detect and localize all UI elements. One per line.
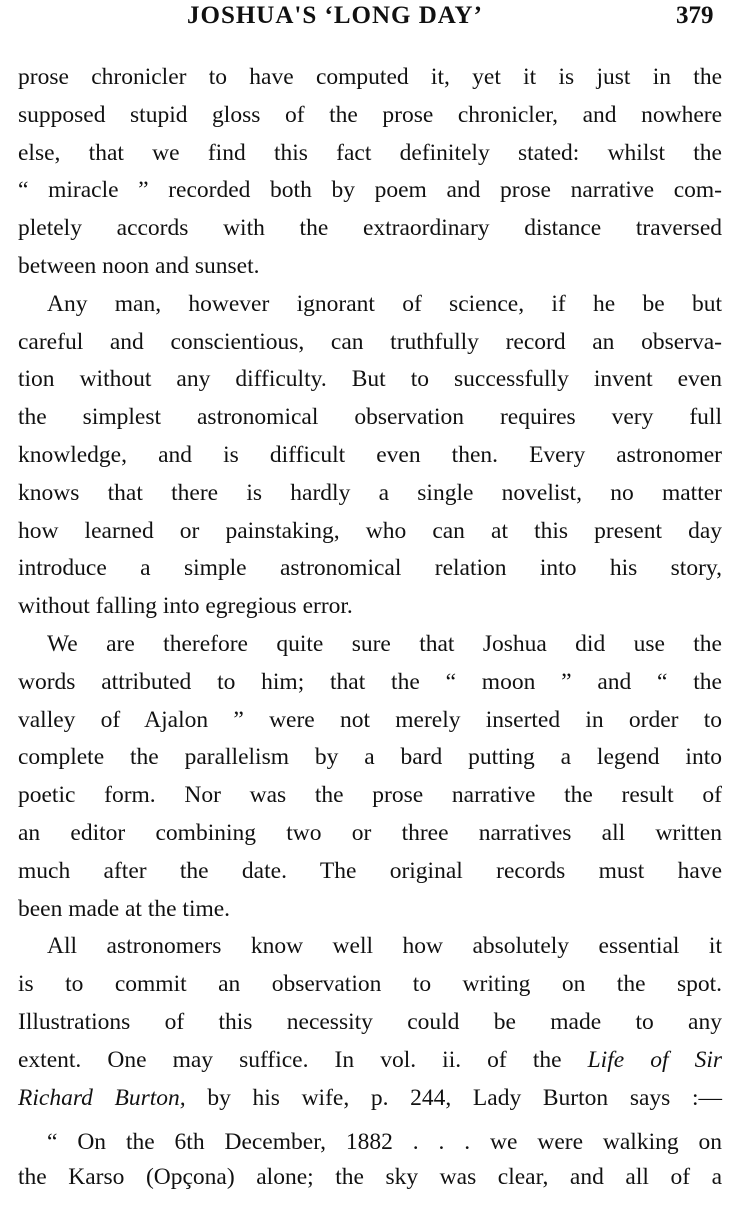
text-line xyxy=(18,135,722,173)
text-segment: “ On the 6th December, 1882 . . . we were walking on xyxy=(47,1129,722,1155)
text-segment: We are therefore quite sure that Joshua did use the xyxy=(47,630,722,657)
text-line xyxy=(18,966,722,1004)
text-segment: between noon and sunset. xyxy=(18,252,260,279)
text-line xyxy=(18,210,722,248)
text-segment: how learned or painstaking, who can at this present day xyxy=(18,517,722,544)
text-segment: “ miracle ” recorded both by poem and prose narrative com- xyxy=(18,177,722,204)
text-segment: the simplest astronomical observation requires very full xyxy=(18,404,722,431)
paragraph xyxy=(18,626,722,928)
text-line xyxy=(18,1160,722,1195)
text-segment: supposed stupid gloss of the prose chronicler, and nowhere xyxy=(18,101,722,128)
text-segment: by his wife, p. 244, Lady Burton says :— xyxy=(185,1084,722,1111)
italic-title-text: Richard Burton, xyxy=(18,1084,186,1111)
text-line xyxy=(18,815,722,853)
text-line xyxy=(18,550,722,588)
text-line xyxy=(18,97,722,135)
italic-title-text: Life of Sir xyxy=(587,1046,722,1073)
text-line xyxy=(18,437,722,475)
text-line xyxy=(18,588,722,626)
running-header xyxy=(0,2,752,38)
text-segment: tion without any difficulty. But to successfully invent even xyxy=(18,366,722,393)
text-segment: the Karso (Opçona) alone; the sky was clear, and all of a xyxy=(18,1164,722,1190)
text-segment: introduce a simple astronomical relation into his story, xyxy=(18,555,722,582)
text-segment: words attributed to him; that the “ moon ” and “ the xyxy=(18,668,722,695)
paragraph xyxy=(18,1125,722,1195)
text-segment: is to commit an observation to writing on the spot. xyxy=(18,971,722,998)
text-segment: All astronomers know well how absolutely essential it xyxy=(47,933,722,960)
text-line xyxy=(18,853,722,891)
text-line xyxy=(18,361,722,399)
text-segment: prose chronicler to have computed it, yet it is just in the xyxy=(18,64,722,90)
running-title: JOSHUA'S ‘LONG DAY’ xyxy=(187,2,483,29)
paragraph xyxy=(18,286,722,626)
text-segment: without falling into egregious error. xyxy=(18,593,353,620)
text-line xyxy=(18,702,722,740)
text-line xyxy=(18,1004,722,1042)
text-segment: an editor combining two or three narratives all written xyxy=(18,819,722,846)
text-line xyxy=(18,475,722,513)
text-segment: poetic form. Nor was the prose narrative the result of xyxy=(18,782,722,809)
text-line xyxy=(18,891,722,929)
text-line xyxy=(18,324,722,362)
text-segment: been made at the time. xyxy=(18,895,231,922)
text-line xyxy=(18,399,722,437)
text-segment: Illustrations of this necessity could be made to any xyxy=(18,1008,722,1035)
text-segment: else, that we find this fact definitely stated: whilst the xyxy=(18,139,722,166)
text-line xyxy=(18,513,722,551)
paragraph xyxy=(18,59,722,286)
text-line xyxy=(18,739,722,777)
text-line xyxy=(18,928,722,966)
paragraph xyxy=(18,928,722,1117)
text-line xyxy=(18,59,722,97)
text-line xyxy=(18,626,722,664)
text-segment: knowledge, and is difficult even then. Every astronomer xyxy=(18,441,722,468)
text-segment: extent. One may suffice. In vol. ii. of the xyxy=(18,1046,588,1073)
text-line xyxy=(18,664,722,702)
block-quote xyxy=(18,1125,722,1195)
text-line xyxy=(18,286,722,324)
text-line xyxy=(18,248,722,286)
page-number: 379 xyxy=(676,2,714,29)
text-segment: careful and conscientious, can truthfully record an observa- xyxy=(18,328,722,355)
text-line xyxy=(18,1080,722,1118)
text-segment: complete the parallelism by a bard putting a legend into xyxy=(18,744,722,771)
text-line xyxy=(18,1125,722,1160)
text-segment: much after the date. The original records must have xyxy=(18,857,722,884)
text-line xyxy=(18,172,722,210)
body-text xyxy=(18,59,722,1117)
text-segment: Any man, however ignorant of science, if he be but xyxy=(47,290,722,317)
text-line xyxy=(18,777,722,815)
text-segment: valley of Ajalon ” were not merely inserted in order to xyxy=(18,706,722,733)
text-line xyxy=(18,1042,722,1080)
text-segment: pletely accords with the extraordinary distance traversed xyxy=(18,215,722,242)
text-segment: knows that there is hardly a single novelist, no matter xyxy=(18,479,722,506)
